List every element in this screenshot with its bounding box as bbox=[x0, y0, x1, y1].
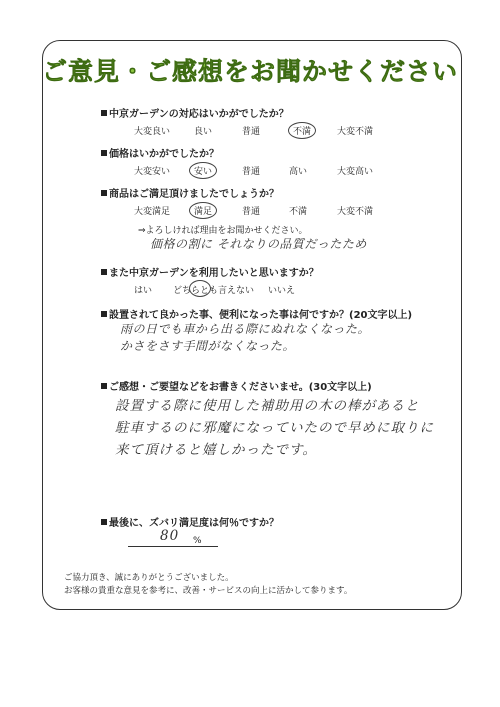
question-1 bbox=[101, 105, 289, 120]
question-2-label: 価格はいかがでしたか？ bbox=[109, 149, 219, 160]
footer-note: お客様の貴重な意見を参考に、改善・サービスの向上に活かして参ります。 bbox=[64, 586, 353, 596]
question-4 bbox=[101, 264, 319, 279]
q3-option[interactable]: 不満 bbox=[289, 207, 308, 217]
satisfaction-answer[interactable]: 80 bbox=[160, 528, 180, 544]
q4-option-selected[interactable]: どちらとも言えない bbox=[173, 286, 255, 296]
q3-option[interactable]: 大変不満 bbox=[337, 207, 374, 217]
q1-option-selected[interactable]: 不満 bbox=[288, 122, 316, 139]
square-bullet-icon bbox=[101, 311, 107, 317]
square-bullet-icon bbox=[101, 190, 107, 196]
q5-answer-line[interactable]: かさをさす手間がなくなった。 bbox=[120, 339, 296, 353]
reason-answer-text[interactable]: 価格の割に それなりの品質だったため bbox=[150, 237, 367, 251]
question-3-label: 商品はご満足頂けましたでしょうか？ bbox=[109, 189, 279, 200]
square-bullet-icon bbox=[101, 269, 107, 275]
question-1-label: 中京ガーデンの対応はいかがでしたか？ bbox=[109, 109, 289, 120]
question-2 bbox=[101, 145, 219, 160]
form-title: ご意見・ご感想をお聞かせください bbox=[41, 57, 458, 86]
square-bullet-icon bbox=[101, 110, 107, 116]
q2-option[interactable]: 普通 bbox=[242, 167, 261, 177]
q6-answer-line[interactable]: 駐車するのに邪魔になっていたので早めに取りに bbox=[115, 420, 434, 436]
selection-circle-mark bbox=[189, 280, 211, 297]
q1-option[interactable]: 大変不満 bbox=[337, 127, 374, 137]
q2-option[interactable]: 大変安い bbox=[134, 167, 171, 177]
reason-prompt: ⇒よろしければ理由をお聞かせください。 bbox=[138, 226, 308, 236]
q6-answer-line[interactable]: 来て頂けると嬉しかったです。 bbox=[115, 442, 317, 458]
q1-option[interactable]: 大変良い bbox=[134, 127, 171, 137]
question-3 bbox=[101, 185, 279, 200]
q2-option[interactable]: 高い bbox=[289, 167, 308, 177]
q2-option-selected[interactable]: 安い bbox=[189, 162, 217, 179]
q4-option[interactable]: はい bbox=[134, 286, 153, 296]
question-4-label: また中京ガーデンを利用したいと思いますか？ bbox=[109, 268, 319, 279]
q1-option[interactable]: 良い bbox=[194, 127, 213, 137]
q3-option[interactable]: 普通 bbox=[242, 207, 261, 217]
q4-option[interactable]: いいえ bbox=[268, 286, 296, 296]
question-5 bbox=[101, 306, 412, 321]
question-5-label: 設置されて良かった事、便利になった事は何ですか？(20文字以上) bbox=[109, 310, 413, 321]
footer-thanks: ご協力頂き、誠にありがとうございました。 bbox=[64, 573, 234, 583]
q3-option[interactable]: 大変満足 bbox=[134, 207, 171, 217]
square-bullet-icon bbox=[101, 519, 107, 525]
square-bullet-icon bbox=[101, 150, 107, 156]
question-6 bbox=[101, 378, 372, 393]
question-7 bbox=[101, 514, 279, 529]
q5-answer-line[interactable]: 雨の日でも車から出る際にぬれなくなった。 bbox=[120, 322, 371, 336]
question-6-label: ご感想・ご要望などをお書きくださいませ。(30文字以上) bbox=[109, 382, 372, 393]
q2-option[interactable]: 大変高い bbox=[337, 167, 374, 177]
question-7-label: 最後に、ズバリ満足度は何％ですか？ bbox=[109, 518, 279, 529]
answer-underline bbox=[128, 546, 218, 547]
q1-option[interactable]: 普通 bbox=[242, 127, 261, 137]
q6-answer-line[interactable]: 設置する際に使用した補助用の木の棒があると bbox=[115, 398, 420, 414]
percent-unit: % bbox=[193, 536, 202, 546]
square-bullet-icon bbox=[101, 383, 107, 389]
q3-option-selected[interactable]: 満足 bbox=[189, 202, 217, 219]
